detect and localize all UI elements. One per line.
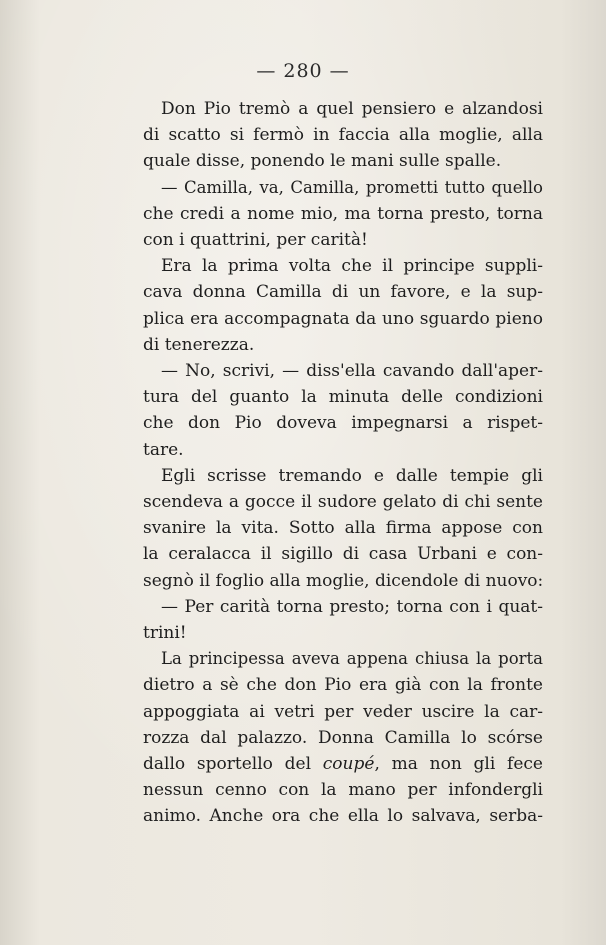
text-line: nessun cenno con la mano per infondergli	[143, 780, 543, 801]
text-line: tura del guanto la minuta delle condizioni	[143, 387, 543, 408]
text-line: dallo sportello del coupé, ma non gli fece	[143, 754, 543, 775]
text-line: con i quattrini, per carità!	[143, 230, 368, 251]
text-line: che credi a nome mio, ma torna presto, torna	[143, 203, 543, 224]
page-number: — 280 —	[256, 60, 350, 82]
body-text	[143, 96, 543, 830]
italic-word: coupé	[322, 754, 375, 775]
text-line: tare.	[143, 439, 184, 460]
text-line: rozza dal palazzo. Donna Camilla lo scórse	[143, 727, 543, 748]
text-line: Egli scrisse tremando e dalle tempie gli	[161, 465, 543, 486]
text-line: — No, scrivi, — diss'ella cavando dall'aper-	[161, 361, 543, 382]
text-line: segnò il foglio alla moglie, dicendole di nuovo:	[143, 570, 544, 591]
text-line: plica era accompagnata da uno sguardo pieno	[143, 308, 543, 329]
text-line: Don Pio tremò a quel pensiero e alzandosi	[161, 99, 543, 119]
text-line: di tenerezza.	[143, 334, 255, 355]
text-line: animo. Anche ora che ella lo salvava, serba-	[143, 806, 543, 827]
text-line: — Camilla, va, Camilla, prometti tutto quello	[161, 177, 543, 197]
text-line: che don Pio doveva impegnarsi a rispet-	[143, 413, 543, 434]
text-line: — Per carità torna presto; torna con i quat-	[161, 596, 543, 617]
text-line: svanire la vita. Sotto alla firma appose con	[143, 518, 543, 539]
text-line: la ceralacca il sigillo di casa Urbani e con-	[143, 544, 543, 565]
text-line: scendeva a gocce il sudore gelato di chi sente	[143, 492, 543, 513]
text-line: trini!	[143, 623, 187, 644]
text-line: quale disse, ponendo le mani sulle spalle.	[143, 151, 502, 172]
text-line: appoggiata ai vetri per veder uscire la car-	[143, 701, 543, 722]
text-line: La principessa aveva appena chiusa la porta	[161, 649, 543, 669]
text-line: dietro a sè che don Pio era già con la fronte	[143, 675, 543, 696]
text-line: di scatto si fermò in faccia alla moglie, alla	[143, 125, 543, 146]
text-line: cava donna Camilla di un favore, e la sup-	[143, 282, 543, 303]
text-line: Era la prima volta che il principe suppli-	[161, 256, 543, 277]
